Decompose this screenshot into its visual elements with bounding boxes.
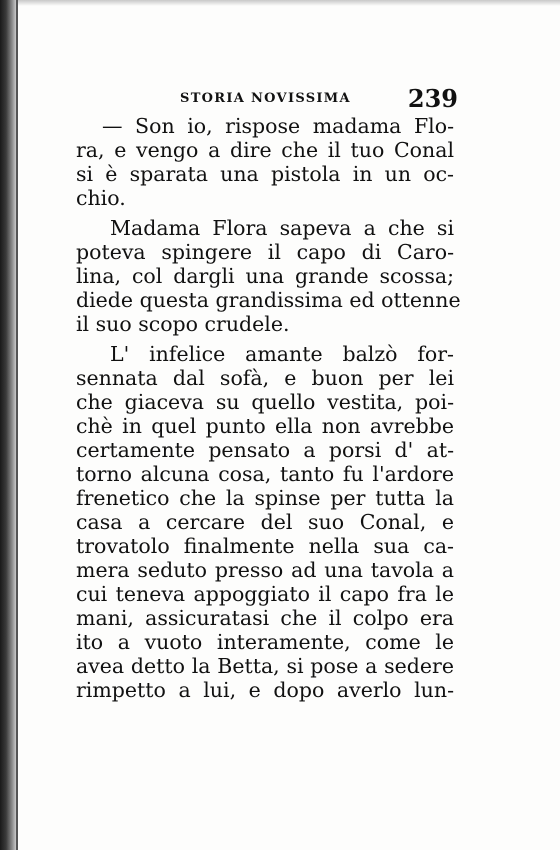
page-top-edge — [18, 0, 560, 6]
text-line: torno alcuna cosa, tanto fu l'ardore — [76, 462, 454, 486]
text-line: ito a vuoto interamente, come le — [76, 630, 454, 654]
text-line: rimpetto a lui, e dopo averlo lun- — [76, 678, 454, 702]
text-line: casa a cercare del suo Conal, e — [76, 510, 454, 534]
text-line: diede questa grandissima ed ottenne — [76, 288, 461, 312]
running-title: STORIA NOVISSIMA — [180, 91, 351, 106]
text-line: — Son io, rispose madama Flo- — [102, 114, 454, 138]
spine-edge — [16, 0, 18, 850]
text-line: poteva spingere il capo di Caro- — [76, 240, 454, 264]
text-line: mera seduto presso ad una tavola a — [76, 558, 454, 582]
text-line: sennata dal sofà, e buon per lei — [76, 366, 454, 390]
text-line: si è sparata una pistola in un oc- — [76, 162, 454, 186]
text-line: chè in quel punto ella non avrebbe — [76, 414, 454, 438]
page-header — [100, 86, 460, 116]
page-number: 239 — [407, 84, 458, 113]
text-line: frenetico che la spinse per tutta la — [76, 486, 454, 510]
text-line: che giaceva su quello vestita, poi- — [76, 390, 454, 414]
text-line: chio. — [76, 186, 126, 210]
text-line: mani, assicuratasi che il colpo era — [76, 606, 454, 630]
body-text — [76, 114, 461, 702]
text-line: Madama Flora sapeva a che si — [110, 216, 454, 240]
text-line: cui teneva appoggiato il capo fra le — [76, 582, 454, 606]
text-line: ra, e vengo a dire che il tuo Conal — [76, 138, 454, 162]
text-line: lina, col dargli una grande scossa; — [76, 264, 454, 288]
text-line: certamente pensato a porsi d' at- — [76, 438, 454, 462]
text-line: trovatolo finalmente nella sua ca- — [76, 534, 454, 558]
text-line: L' infelice amante balzò for- — [110, 342, 454, 366]
text-line: avea detto la Betta, si pose a sedere — [76, 654, 454, 678]
text-line: il suo scopo crudele. — [76, 312, 290, 336]
